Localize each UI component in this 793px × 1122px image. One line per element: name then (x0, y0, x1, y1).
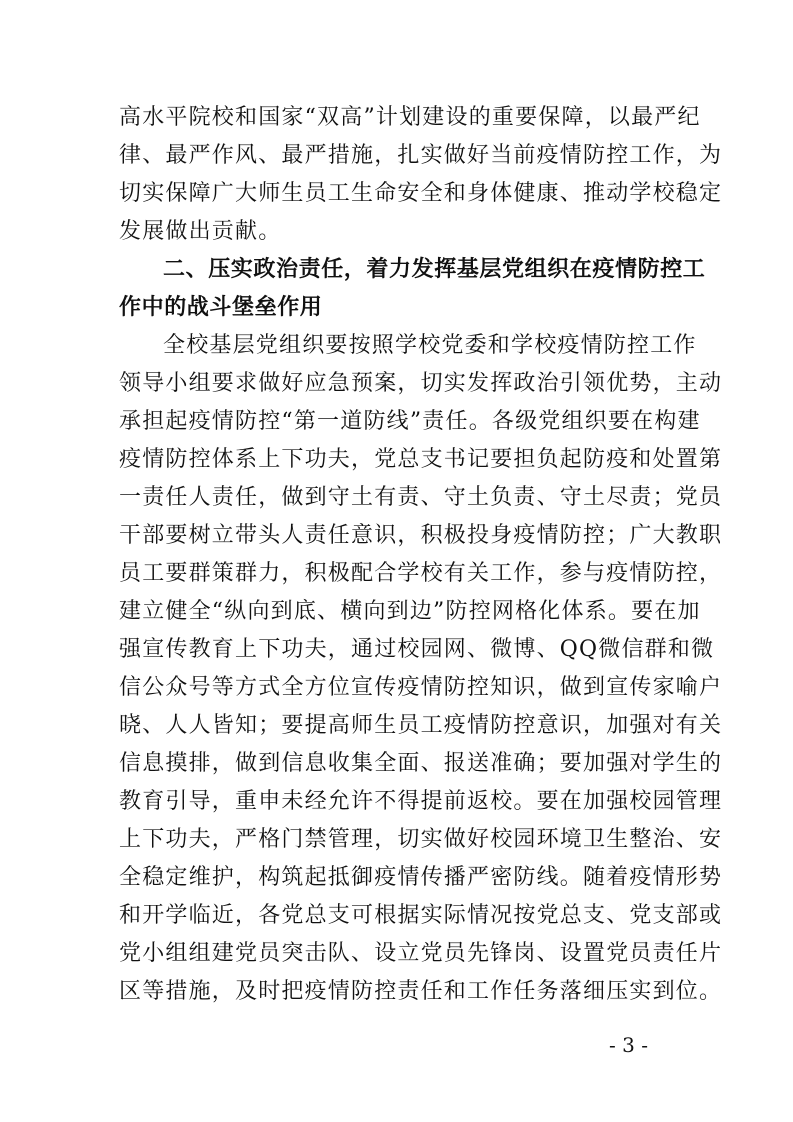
page-number: - 3 - (609, 1033, 648, 1057)
body-line: 干部要树立带头人责任意识，积极投身疫情防控；广大教职 (119, 523, 723, 548)
body-line: 教育引导，重申未经允许不得提前返校。要在加强校园管理 (119, 789, 723, 814)
body-line: 建立健全“纵向到底、横向到边”防控网格化体系。要在加 (119, 599, 701, 624)
intro-line: 律、最严作风、最严措施，扎实做好当前疫情防控工作，为 (119, 143, 723, 168)
body-line: 疫情防控体系上下功夫，党总支书记要担负起防疫和处置第 (119, 447, 723, 472)
body-line: 区等措施，及时把疫情防控责任和工作任务落细压实到位。 (119, 979, 723, 1004)
body-line: 信公众号等方式全方位宣传疫情防控知识，做到宣传家喻户 (119, 675, 723, 700)
body-line: 和开学临近，各党总支可根据实际情况按党总支、党支部或 (119, 903, 723, 928)
intro-line: 切实保障广大师生员工生命安全和身体健康、推动学校稳定 (119, 181, 723, 206)
intro-line: 高水平院校和国家“双高”计划建设的重要保障，以最严纪 (119, 105, 701, 130)
section-heading-line: 作中的战斗堡垒作用 (119, 295, 323, 320)
body-line: 信息摸排，做到信息收集全面、报送准确；要加强对学生的 (119, 751, 723, 776)
body-line: 全稳定维护，构筑起抵御疫情传播严密防线。随着疫情形势 (119, 865, 723, 890)
section-heading-line: 二、压实政治责任，着力发挥基层党组织在疫情防控工 (163, 257, 706, 282)
body-line: 晓、人人皆知；要提高师生员工疫情防控意识，加强对有关 (119, 713, 723, 738)
body-line: 党小组组建党员突击队、设立党员先锋岗、设置党员责任片 (119, 941, 723, 966)
body-line: 一责任人责任，做到守土有责、守土负责、守土尽责；党员 (119, 485, 723, 510)
body-line: 上下功夫，严格门禁管理，切实做好校园环境卫生整治、安 (119, 827, 723, 852)
intro-line: 发展做出贡献。 (119, 219, 282, 244)
body-line: 领导小组要求做好应急预案，切实发挥政治引领优势，主动 (119, 371, 723, 396)
body-line: 员工要群策群力，积极配合学校有关工作，参与疫情防控， (119, 561, 723, 586)
body-line: 强宣传教育上下功夫，通过校园网、微博、QQ微信群和微 (119, 637, 715, 662)
body-line: 承担起疫情防控“第一道防线”责任。各级党组织要在构建 (119, 409, 701, 434)
body-line: 全校基层党组织要按照学校党委和学校疫情防控工作 (163, 333, 697, 358)
